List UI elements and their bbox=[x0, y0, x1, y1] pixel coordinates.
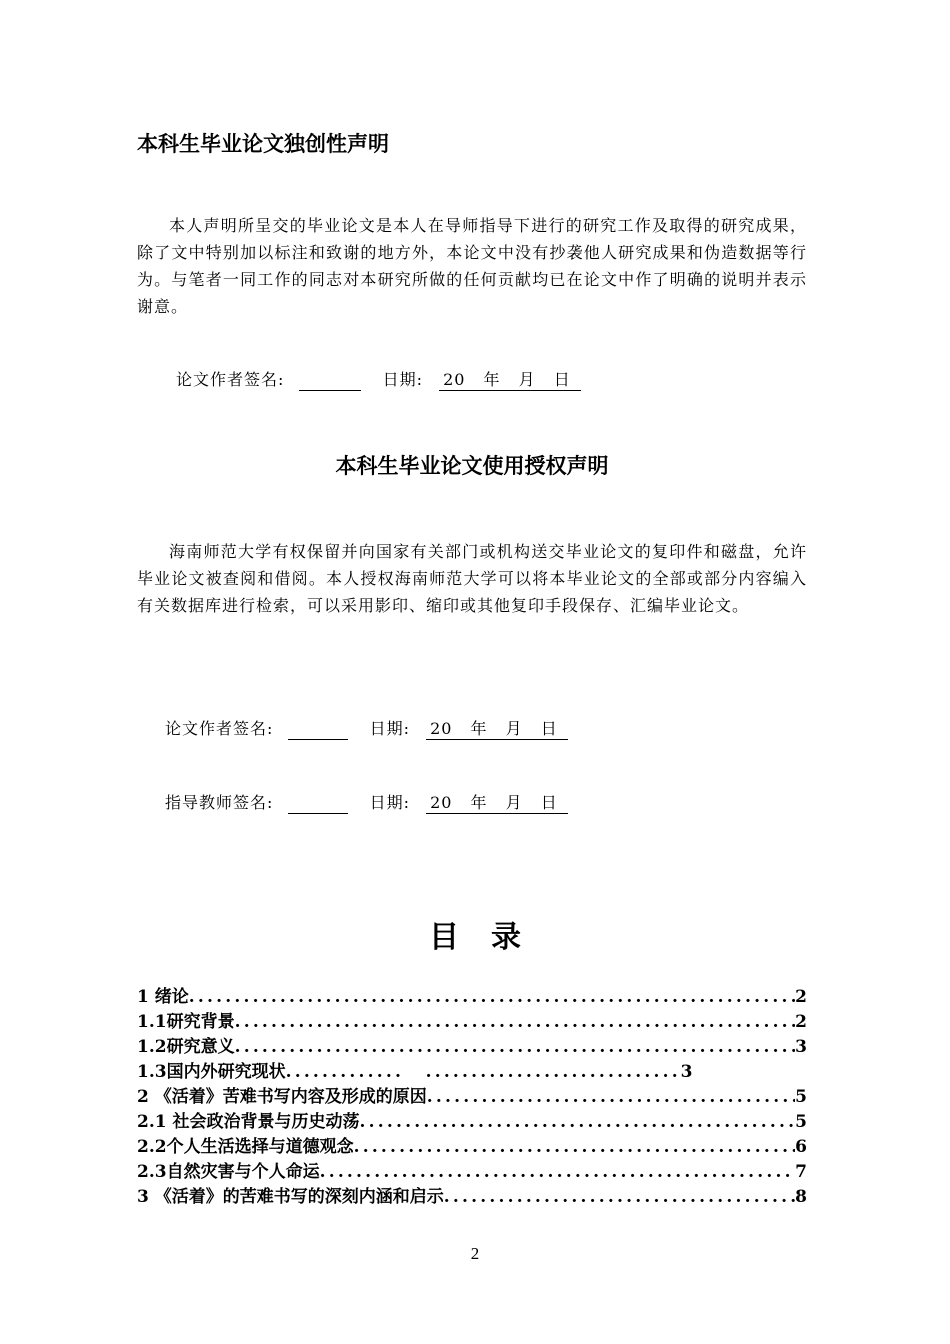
toc-entry[interactable] bbox=[137, 1035, 807, 1060]
advisor-signature-label: 指导教师签名: bbox=[165, 793, 274, 812]
toc-leader-dots bbox=[427, 1085, 795, 1110]
originality-title: 本科生毕业论文独创性声明 bbox=[137, 132, 389, 156]
toc-entry-page: 6 bbox=[795, 1137, 807, 1157]
date-day-char: 日 bbox=[540, 719, 558, 738]
originality-signature-line bbox=[176, 367, 581, 391]
authorization-title: 本科生毕业论文使用授权声明 bbox=[335, 454, 609, 478]
toc-entry-page: 8 bbox=[795, 1187, 807, 1207]
date-label: 日期: bbox=[382, 370, 423, 389]
toc-title: 目录 bbox=[429, 920, 553, 955]
date-year: 20 bbox=[430, 793, 453, 812]
toc-entry-page: 3 bbox=[680, 1062, 693, 1082]
date-month-char: 月 bbox=[505, 793, 523, 812]
authorization-advisor-signature-line bbox=[165, 790, 568, 814]
originality-body: 本人声明所呈交的毕业论文是本人在导师指导下进行的研究工作及取得的研究成果，除了文中特别加以标注和致谢的地方外，本论文中没有抄袭他人研究成果和伪造数据等行为。与笔者一同工作的同志对本研究所做的任何贡献均已在论文中作了明确的说明并表示谢意。 bbox=[137, 216, 807, 316]
toc-entry-page: 7 bbox=[795, 1162, 807, 1182]
date-blank[interactable] bbox=[439, 367, 581, 391]
date-day-char: 日 bbox=[553, 370, 571, 389]
date-label: 日期: bbox=[369, 793, 410, 812]
toc-entry[interactable] bbox=[137, 985, 807, 1010]
toc-leader-dots bbox=[235, 1035, 796, 1060]
toc-entry-label: 2 《活着》苦难书写内容及形成的原因 bbox=[137, 1087, 427, 1107]
toc-list bbox=[137, 985, 807, 1210]
toc-entry-label: 2.2个人生活选择与道德观念 bbox=[137, 1137, 354, 1157]
authorization-body: 海南师范大学有权保留并向国家有关部门或机构送交毕业论文的复印件和磁盘，允许毕业论文被查阅和借阅。本人授权海南师范大学可以将本毕业论文的全部或部分内容编入有关数据库进行检索，可以采用影印、缩印或其他复印手段保存、汇编毕业论文。 bbox=[137, 542, 807, 615]
toc-entry-label: 3 《活着》的苦难书写的深刻内涵和启示 bbox=[137, 1187, 444, 1207]
toc-entry[interactable] bbox=[137, 1185, 807, 1210]
date-blank[interactable] bbox=[426, 716, 568, 740]
toc-entry-label: 1.1研究背景 bbox=[137, 1012, 235, 1032]
toc-entry[interactable] bbox=[137, 1010, 807, 1035]
date-year: 20 bbox=[430, 719, 453, 738]
date-year: 20 bbox=[443, 370, 466, 389]
toc-leader-dots bbox=[320, 1160, 796, 1185]
toc-entry-page: 2 bbox=[795, 987, 807, 1007]
toc-entry-label: 1 绪论 bbox=[137, 987, 189, 1007]
toc-leader-dots bbox=[360, 1110, 796, 1135]
date-day-char: 日 bbox=[540, 793, 558, 812]
page-number: 2 bbox=[470, 1244, 480, 1263]
toc-entry-page: 2 bbox=[795, 1012, 807, 1032]
toc-entry[interactable] bbox=[137, 1110, 807, 1135]
advisor-signature-blank[interactable] bbox=[288, 795, 348, 814]
author-signature-blank[interactable] bbox=[299, 372, 361, 391]
toc-leader-dots bbox=[444, 1185, 795, 1210]
date-month-char: 月 bbox=[505, 719, 523, 738]
toc-entry[interactable] bbox=[137, 1085, 807, 1110]
authorization-author-signature-line bbox=[165, 716, 568, 740]
author-signature-label: 论文作者签名: bbox=[176, 370, 285, 389]
toc-entry-label: 2.3自然灾害与个人命运 bbox=[137, 1162, 320, 1182]
author-signature-blank[interactable] bbox=[288, 721, 348, 740]
toc-leader-dots bbox=[189, 985, 795, 1010]
toc-entry-label: 1.2研究意义 bbox=[137, 1037, 235, 1057]
date-blank[interactable] bbox=[426, 790, 568, 814]
toc-entry-page: 3 bbox=[795, 1037, 807, 1057]
toc-entry-page: 5 bbox=[795, 1087, 807, 1107]
date-year-char: 年 bbox=[470, 719, 488, 738]
toc-leader-dots bbox=[235, 1010, 796, 1035]
toc-leader-dots bbox=[354, 1135, 796, 1160]
toc-entry[interactable] bbox=[137, 1135, 807, 1160]
author-signature-label: 论文作者签名: bbox=[165, 719, 274, 738]
toc-entry-label: 1.3国内外研究现状 bbox=[137, 1062, 286, 1082]
date-month-char: 月 bbox=[518, 370, 536, 389]
toc-entry-label: 2.1 社会政治背景与历史动荡 bbox=[137, 1112, 360, 1132]
date-year-char: 年 bbox=[470, 793, 488, 812]
toc-leader-dots bbox=[286, 1060, 404, 1085]
toc-entry[interactable] bbox=[137, 1060, 807, 1085]
date-label: 日期: bbox=[369, 719, 410, 738]
date-year-char: 年 bbox=[483, 370, 501, 389]
toc-leader-dots bbox=[426, 1060, 681, 1085]
toc-entry-page: 5 bbox=[795, 1112, 807, 1132]
toc-entry[interactable] bbox=[137, 1160, 807, 1185]
